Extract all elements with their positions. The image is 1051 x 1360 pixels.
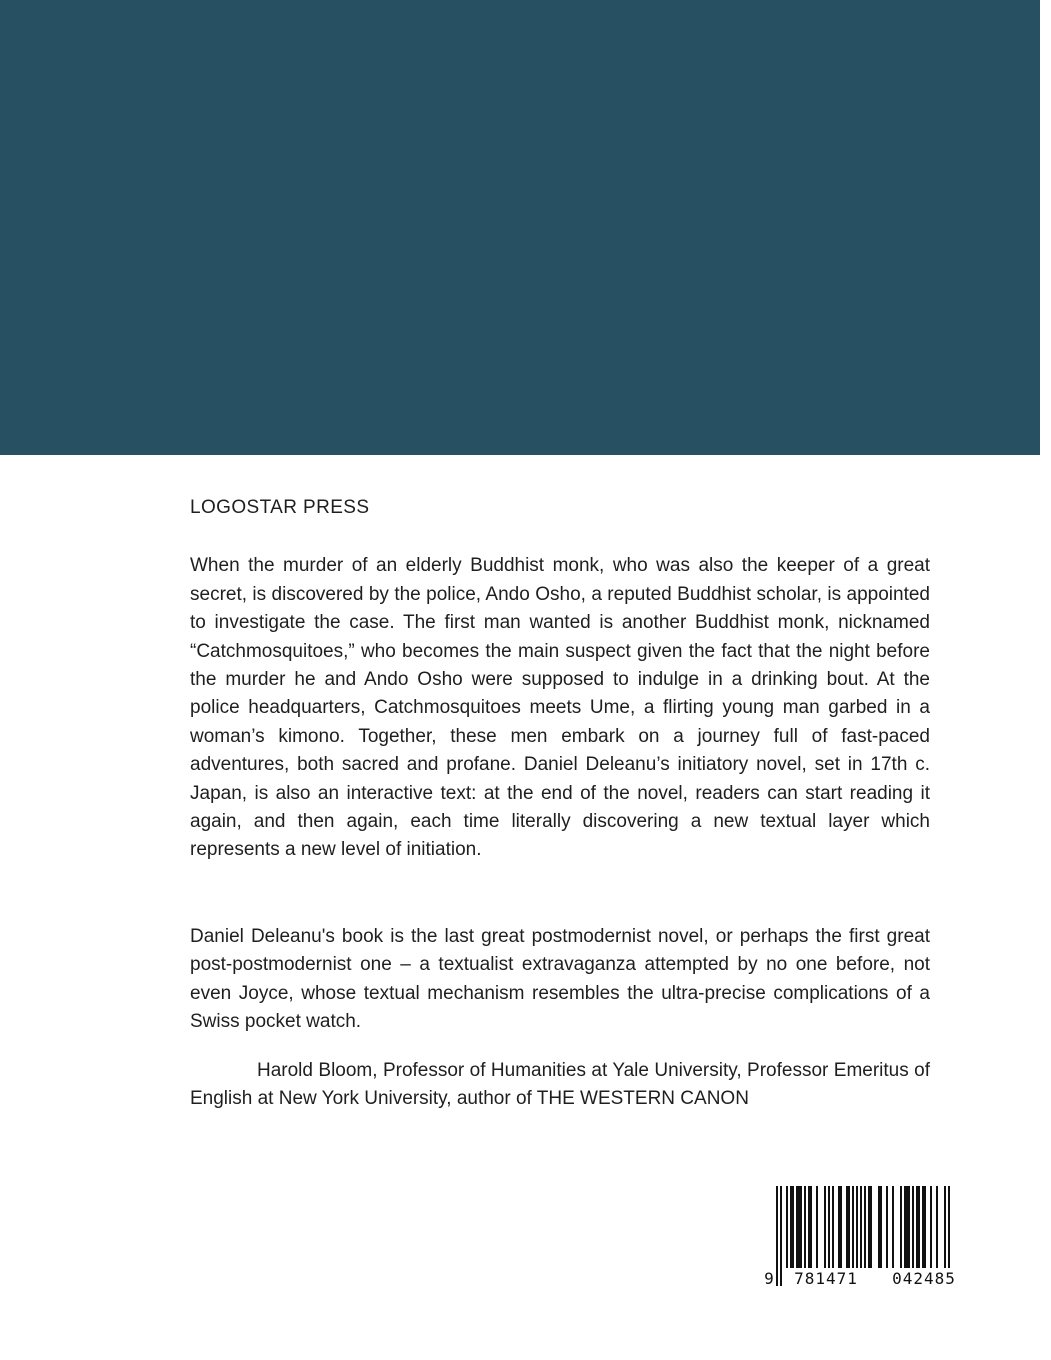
barcode-bar [796,1186,802,1268]
barcode-bar [886,1186,888,1268]
praise-attribution: Harold Bloom, Professor of Humanities at Yale University, Professor Emeritus of English at New York University, author of THE WESTERN CANON [190,1059,930,1109]
isbn-barcode [762,1186,976,1290]
barcode-right-digits: 042485 [892,1269,956,1288]
barcode-bar [786,1186,788,1268]
barcode-graphic [762,1186,976,1290]
barcode-bar [904,1186,910,1268]
barcode-bar [780,1186,782,1286]
barcode-bar [892,1186,894,1268]
barcode-bar [790,1186,794,1268]
barcode-bar [852,1186,854,1268]
barcode-bar [808,1186,812,1268]
barcode-bar [922,1186,926,1268]
barcode-bar [864,1186,866,1268]
barcode-bar [948,1186,950,1268]
publisher-name: LOGOSTAR PRESS [190,497,370,518]
barcode-bar [856,1186,858,1268]
barcode-bar [944,1186,946,1268]
barcode-bar [878,1186,882,1268]
barcode-prefix: 9 [764,1269,774,1288]
barcode-bar [804,1186,806,1268]
barcode-bar [776,1186,778,1286]
barcode-bar [846,1186,850,1268]
praise-quote: Daniel Deleanu's book is the last great postmodernist novel, or perhaps the first great post-postmodernist one – a textualist extravaganza attempted by no one before, not even Joyce, whose textual mechanism resembles the ultra-precise complications of a Swiss pocket watch. [190,925,930,1033]
synopsis: When the murder of an elderly Buddhist monk, who was also the keeper of a great secret, is discovered by the police, Ando Osho, a reputed Buddhist scholar, is appointed to investigate the case. The first man wanted is another Buddhist monk, nicknamed “Catchmosquitoes,” who becomes the main suspect given the fact that the night before the murder he and Ando Osho were supposed to indulge in a drinking bout. At the police headquarters, Catchmosquitoes meets Ume, a flirting young man garbed in a woman’s kimono. Together, these men embark on a journey full of fast-paced adventures, both sacred and profane. Daniel Deleanu’s initiatory novel, set in 17th c. Japan, is also an interactive text: at the end of the novel, readers can start reading it again, and then again, each time literally discovering a new textual layer which represents a new level of initiation. [190,555,930,861]
barcode-bar [860,1186,862,1268]
barcode-bar [868,1186,872,1268]
cover-color-band [0,0,1040,455]
barcode-bar [912,1186,914,1268]
back-cover-text [190,494,930,1113]
barcode-bar [828,1186,830,1268]
barcode-bar [824,1186,826,1268]
barcode-bar [936,1186,938,1268]
barcode-bar [916,1186,920,1268]
barcode-bar [900,1186,902,1268]
barcode-bar [838,1186,842,1268]
barcode-bar [930,1186,932,1268]
barcode-bar [832,1186,834,1268]
barcode-bar [816,1186,818,1268]
barcode-left-digits: 781471 [794,1269,858,1288]
